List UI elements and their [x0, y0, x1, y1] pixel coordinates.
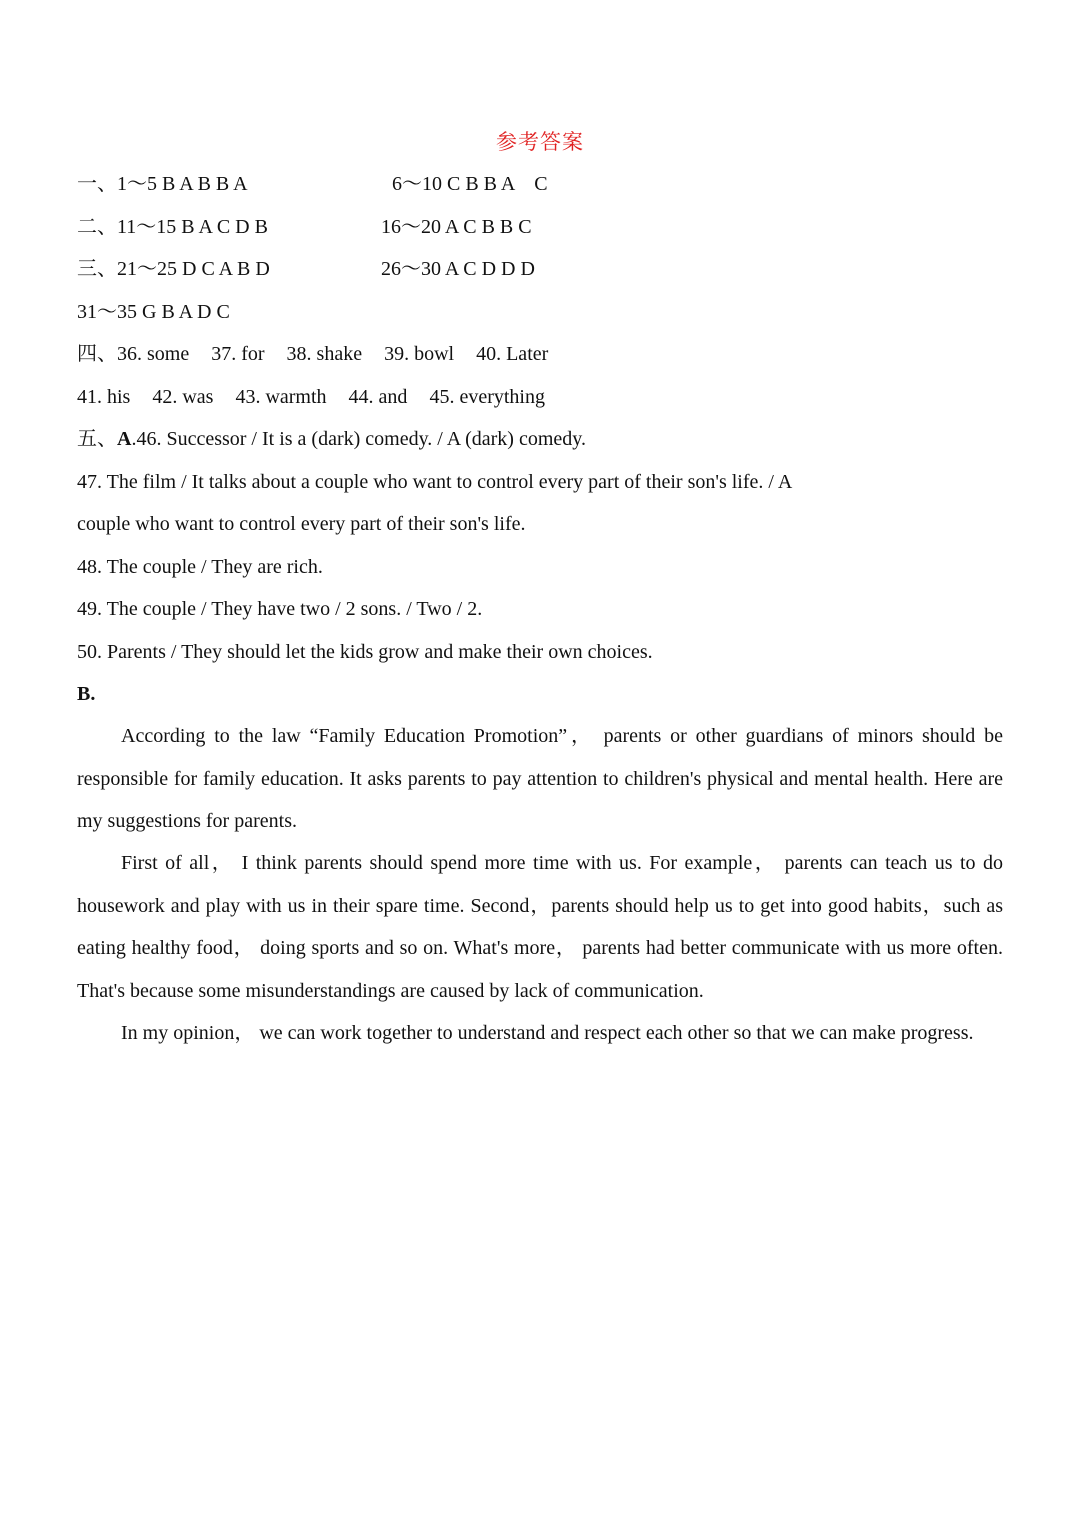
answer-39: 39. bowl: [384, 343, 455, 365]
section-4-prefix: 四、: [77, 343, 117, 365]
answer-36: 36. some: [117, 343, 190, 365]
answer-49: 49. The couple / They have two / 2 sons. / Two / 2.: [77, 598, 483, 620]
answer-42: 42. was: [152, 386, 214, 408]
essay-paragraph-3: In my opinion， we can work together to understand and respect each other so that we can make progress.: [121, 1022, 974, 1044]
answer-50: 50. Parents / They should let the kids grow and make their own choices.: [77, 641, 653, 663]
part-a-label: A: [117, 428, 132, 450]
answer-47-line-1: 47. The film / It talks about a couple who want to control every part of their son's life. / A: [77, 471, 793, 493]
answer-46-text: .46. Successor / It is a (dark) comedy. / A (dark) comedy.: [131, 428, 586, 450]
answer-45: 45. everything: [429, 386, 545, 408]
answer-46: [77, 425, 586, 453]
answer-41: 41. his: [77, 386, 131, 408]
answer-47-line-2: couple who want to control every part of their son's life.: [77, 513, 526, 535]
section-3-left: [77, 255, 270, 283]
section-1-prefix: 一、: [77, 173, 117, 195]
section-1-answers-1-5: 1～5 B A B B A: [117, 173, 248, 195]
section-4-row-2: [77, 383, 545, 411]
answer-38: 38. shake: [286, 343, 363, 365]
section-5-prefix: 五、: [77, 428, 117, 450]
section-1-left: [77, 170, 248, 198]
answer-37: 37. for: [211, 343, 265, 365]
answer-43: 43. warmth: [235, 386, 327, 408]
page-title: 参考答案: [496, 130, 584, 154]
answer-44: 44. and: [348, 386, 408, 408]
essay-paragraph-1: According to the law “Family Education Promotion”， parents or other guardians of minors should be responsible for family education. It asks parents to pay attention to children's physical and mental health. Here are my suggestions for parents.: [77, 725, 1003, 832]
essay-paragraph-2: First of all， I think parents should spend more time with us. For example， parents can teach us to do housework and play with us in their spare time. Second，parents should help us to get into good habits，such as eating healthy food， doing sports and so on. What's more， parents had better communicate with us more often. That's because some misunderstandings are caused by lack of communication.: [77, 852, 1003, 1002]
section-1-answers-6-10: 6～10 C B B A C: [392, 173, 548, 195]
section-2-left: [77, 213, 268, 241]
section-3-answers-21-25: 21～25 D C A B D: [117, 258, 270, 280]
answer-48: 48. The couple / They are rich.: [77, 556, 323, 578]
section-2-prefix: 二、: [77, 216, 117, 238]
section-2-answers-11-15: 11～15 B A C D B: [117, 216, 268, 238]
section-4-row-1: [77, 340, 548, 368]
section-3-answers-31-35: 31～35 G B A D C: [77, 301, 230, 323]
answer-40: 40. Later: [476, 343, 549, 365]
section-3-prefix: 三、: [77, 258, 117, 280]
section-3-answers-26-30: 26～30 A C D D D: [381, 258, 535, 280]
section-2-answers-16-20: 16～20 A C B B C: [381, 216, 532, 238]
part-b-label: B.: [77, 683, 96, 705]
